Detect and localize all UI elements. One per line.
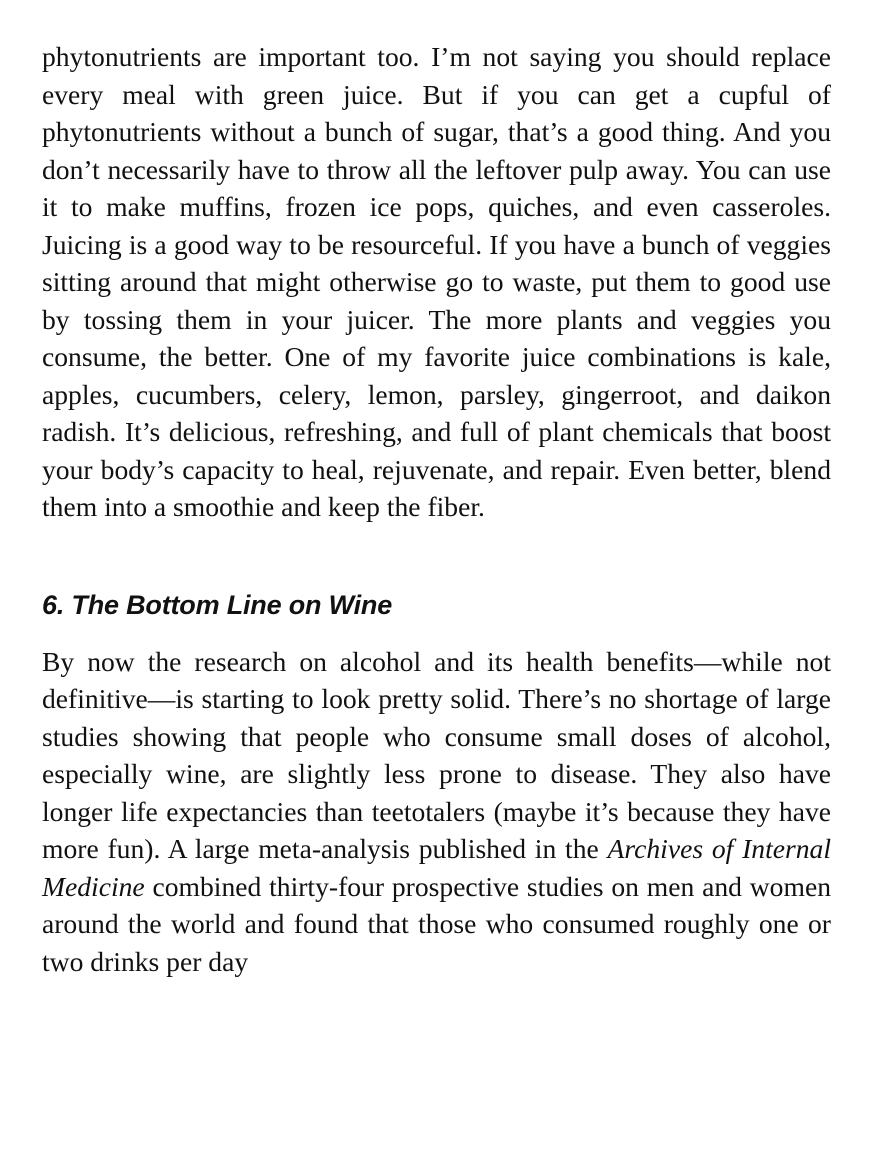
section-heading: 6. The Bottom Line on Wine <box>42 589 393 620</box>
document-page <box>42 38 831 980</box>
body-paragraph-wine <box>42 643 831 981</box>
spacer <box>42 622 831 643</box>
spacer <box>42 526 831 588</box>
paragraph-text: By now the research on alcohol and its health benefits—while not definitive—is starting to look pretty solid. There’s no shortage of large studies showing that people who consume small doses of alcohol, especially wine, are slightly less prone to disease. They also have longer life expectancies than teetotalers (maybe it’s because they have more fun). A large meta-analysis published in the <box>42 645 831 864</box>
body-paragraph-juicing: phytonutrients are important too. I’m not saying you should replace every meal with green juice. But if you can get a cupful of phytonutrients without a bunch of sugar, that’s a good thing. And you don’t necessarily have to throw all the leftover pulp away. You can use it to make muffins, frozen ice pops, quiches, and even casseroles. Juicing is a good way to be resourceful. If you have a bunch of veggies sitting around that might otherwise go to waste, put them to good use by tossing them in your juicer. The more plants and veggies you consume, the better. One of my favorite juice combinations is kale, apples, cucumbers, celery, lemon, parsley, gingerroot, and daikon radish. It’s delicious, refreshing, and full of plant chemicals that boost your body’s capacity to heal, rejuvenate, and repair. Even better, blend them into a smoothie and keep the fiber. <box>42 41 831 522</box>
journal-title: Archives of Internal Medicine <box>42 833 831 902</box>
paragraph-text: combined thirty-four prospective studies on men and women around the world and found that those who consumed roughly one or two drinks per day <box>42 870 831 977</box>
